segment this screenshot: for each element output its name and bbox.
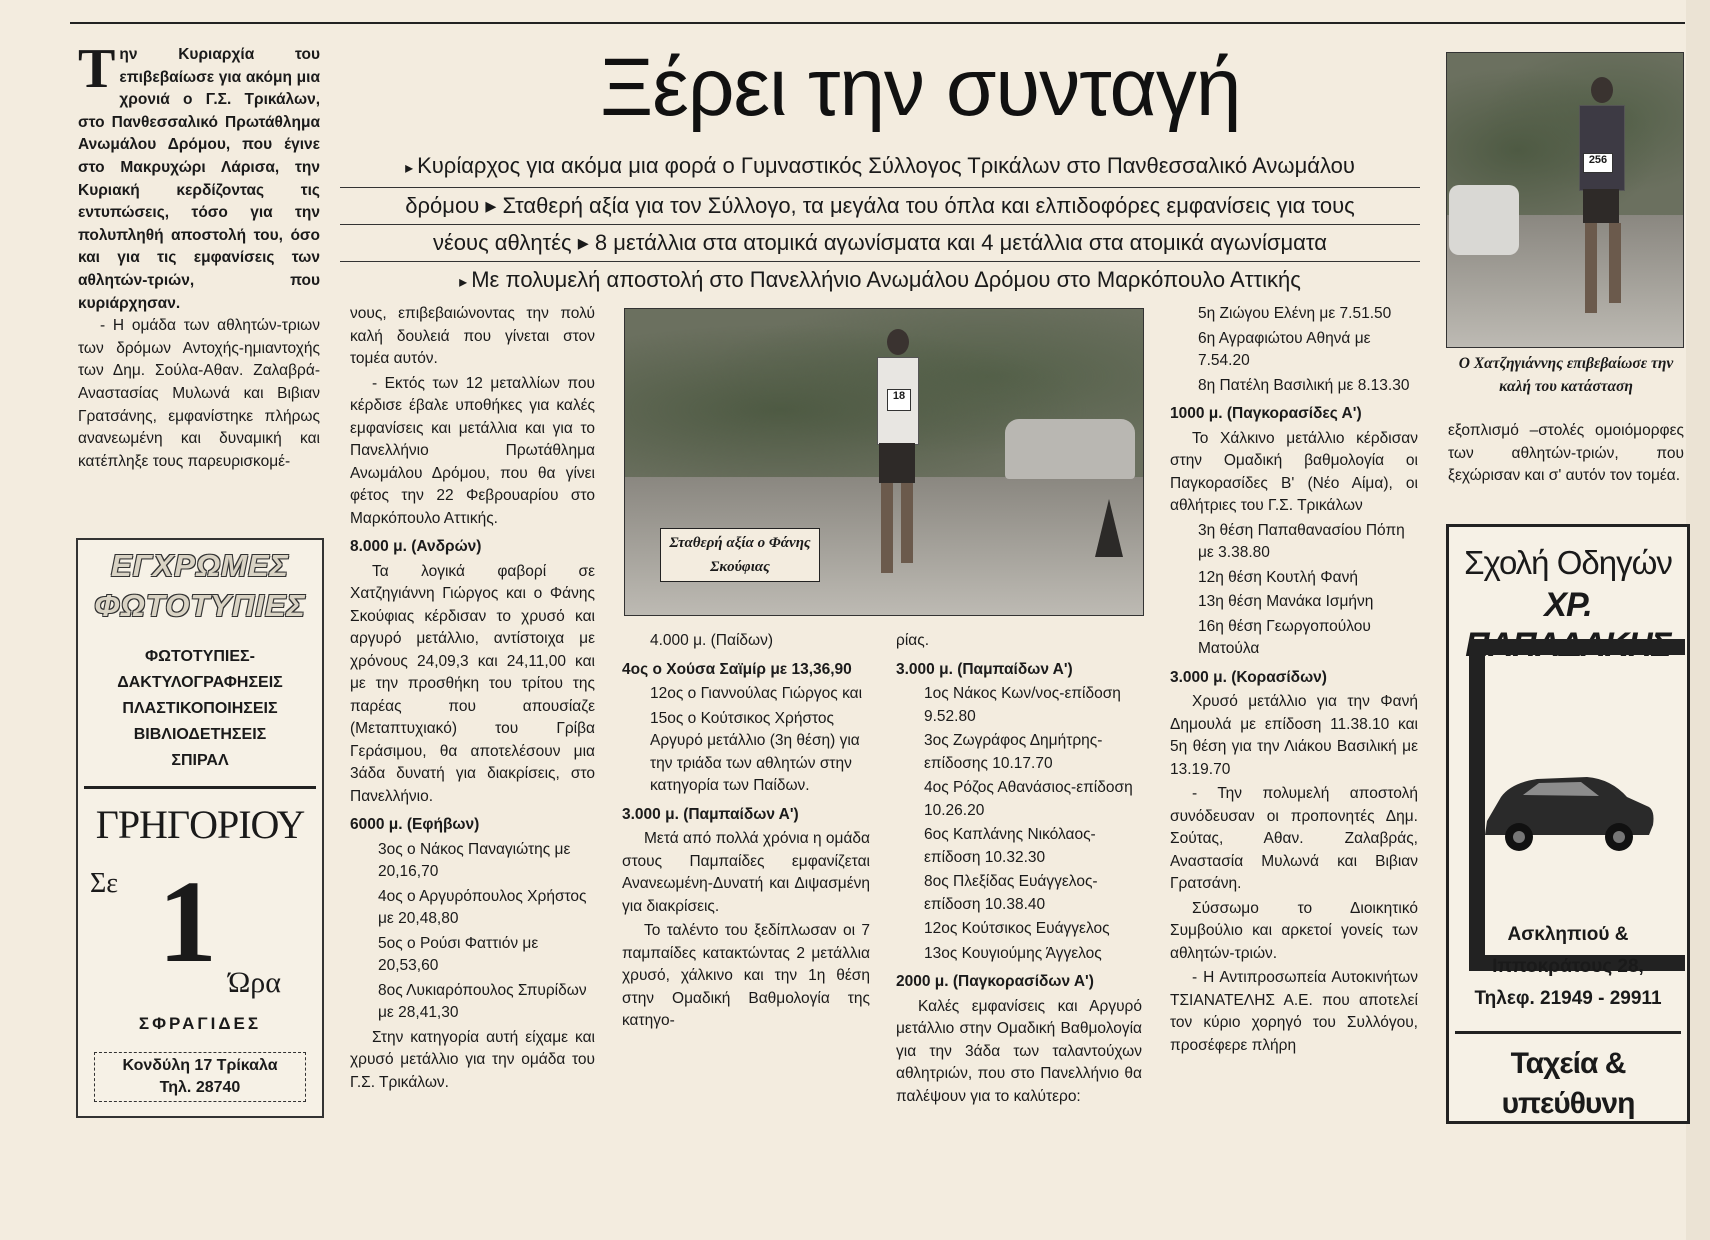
runner-bib: 18 <box>887 389 911 411</box>
intro-lead-text: ην Κυριαρχία του επιβεβαίωσε για ακόμη μια χρονιά ο Γ.Σ. Τρικάλων, στο Πανθεσσαλικό Πρωτάθλημα Ανωμάλου Δρόμου, που έγινε στο Μακρυχώρι Λάρισα, την Κυριακή κερδίζοντας τις εντυπώσεις, τόσο για την πολυπληθή αποστολή του, όσο και για τις εμφανίσεις των αθλητών-τριών, που κυριάρχησαν. <box>78 46 320 312</box>
advert-title: ΕΓΧΡΩΜΕΣ ΦΩΤΟΤΥΠΙΕΣ <box>94 548 306 623</box>
result-line: 3η θέση Παπαθανασίου Πόπη με 3.38.80 <box>1198 521 1405 561</box>
result-line: 8ος Λυκιαρόπουλος Σπυρίδων με 28,41,30 <box>378 981 587 1021</box>
advert-address-box: Κονδύλη 17 Τρίκαλα Τηλ. 28740 <box>94 1052 306 1102</box>
result-line: 6ος Καπλάνης Νικόλαος-επίδοση 10.32.30 <box>924 826 1096 866</box>
result-line: 8ος Πλεξίδας Ευάγγελος-επίδοση 10.38.40 <box>924 873 1098 913</box>
result-line: 13ος Κουγιούμης Άγγελος <box>924 944 1102 962</box>
paragraph: ρίας. <box>896 632 929 649</box>
section-heading: 8.000 μ. (Ανδρών) <box>350 538 482 555</box>
result-line: 3ος ο Νάκος Παναγιώτης με 20,16,70 <box>378 840 571 880</box>
runner-figure <box>1557 73 1647 343</box>
result-line: 15ος ο Κούτσικος Χρήστος Αργυρό μετάλλιο (3η θέση) για την τριάδα των αθλητών στην κατηγορία των Παίδων. <box>650 709 860 794</box>
top-rule <box>70 22 1685 24</box>
headline: Ξέρει την συνταγή <box>600 42 1241 133</box>
car-icon <box>1477 749 1657 859</box>
result-line: 4ος ο Αργυρόπουλος Χρήστος με 20,48,80 <box>378 887 587 927</box>
section-heading: 3.000 μ. (Παμπαίδων Α') <box>622 805 799 823</box>
section-heading: 1000 μ. (Παγκορασίδες Α') <box>1170 405 1362 422</box>
runner-figure <box>857 323 937 613</box>
result-line: 12ος Κούτσικος Ευάγγελος <box>924 920 1110 937</box>
result-line: 1ος Νάκος Κων/νος-επίδοση 9.52.80 <box>924 685 1121 725</box>
drop-cap: Τ <box>78 38 116 100</box>
result-line: 5η Ζιώγου Ελένη με 7.51.50 <box>1198 305 1392 322</box>
traffic-cone <box>1095 499 1123 557</box>
subheads <box>340 148 1420 301</box>
article-column-4 <box>896 630 1142 1110</box>
article-column-5 <box>1170 303 1418 1059</box>
result-line: 13η θέση Μανάκα Ισμήνη <box>1198 593 1374 610</box>
paragraph: - Εκτός των 12 μεταλλίων που κέρδισε έβαλε υποθήκες για καλές εμφανίσεις και μετάλλια και για το Πανελλήνιο Πρωτάθλημα Ανωμάλου Δρόμου, που θα γίνει φέτος την 22 Φεβρουαρίου στο Μαρκόπουλο Αττικής. <box>350 374 595 527</box>
section-heading: 4ος ο Χούσα Σαϊμίρ με 13,36,90 <box>622 660 852 678</box>
subhead-line: δρόμου ▸ Σταθερή αξία για τον Σύλλογο, τα μεγάλα του όπλα και ελπιδοφόρες εμφανίσεις για τους <box>340 188 1420 225</box>
paragraph: Καλές εμφανίσεις και Αργυρό μετάλλιο στην Ομαδική Βαθμολογία για την 3άδα των ταλαντούχων αθλητριών, που στο Πανελλήνιο θα παλέψουν για το καλύτερο: <box>896 997 1142 1105</box>
article-column-6 <box>1448 420 1684 490</box>
intro-column <box>78 38 320 473</box>
paragraph: - Η Αντιπροσωπεία Αυτοκινήτων ΤΣΙΑΝΑΤΕΛΗΣ Α.Ε. που αποτελεί τον κύριο χορηγό του Συλλόγου, προσέφερε πλήρη <box>1170 969 1418 1054</box>
main-photo-caption: Σταθερή αξία ο Φάνης Σκούφιας <box>660 528 820 582</box>
result-line: 12η θέση Κουτλή Φανή <box>1198 568 1358 586</box>
subhead-line: νέους αθλητές ▸ 8 μετάλλια στα ατομικά αγωνίσματα και 4 μετάλλια στα ατομικά αγωνίσματα <box>340 225 1420 262</box>
result-line: 4ος Ρόζος Αθανάσιος-επίδοση 10.26.20 <box>924 779 1133 819</box>
paragraph: 4.000 μ. (Παίδων) <box>650 632 774 649</box>
photocopy-advert <box>76 538 324 1118</box>
subhead-line: ▸ Με πολυμελή αποστολή στο Πανελλήνιο Ανωμάλου Δρόμου στο Μαρκόπουλο Αττικής <box>459 267 1301 292</box>
advert-address: Ασκληπιού & Ιπποκράτους 28, Τηλεφ. 21949 - 29911 <box>1474 924 1662 1009</box>
arrow-icon: ▸ <box>459 274 468 291</box>
subhead-line: ▸ Κυρίαρχος για ακόμα μια φορά ο Γυμναστικός Σύλλογος Τρικάλων στο Πανθεσσαλικό Ανωμάλου <box>340 148 1420 188</box>
paragraph: Σύσσωμο το Διοικητικό Συμβούλιο και αρκετοί γονείς των αθλητών-τριών. <box>1170 899 1418 962</box>
advert-business-name: ΓΡΗΓΟΡΙΟΥ <box>95 802 305 847</box>
car-shape <box>1449 185 1519 255</box>
car-shape <box>1005 419 1135 479</box>
result-line: 3ος Ζωγράφος Δημήτρης-επίδοσης 10.17.70 <box>924 732 1103 772</box>
section-heading: 6000 μ. (Εφήβων) <box>350 816 480 833</box>
result-line: 8η Πατέλη Βασιλική με 8.13.30 <box>1198 376 1410 394</box>
driving-school-advert <box>1446 524 1690 1124</box>
section-heading: 3.000 μ. (Παμπαίδων Α') <box>896 660 1073 678</box>
paragraph: Χρυσό μετάλλιο για την Φανή Δημουλά με επίδοση 11.38.10 και 5η θέση για την Λιάκου Βασιλική με 13.19.70 <box>1170 693 1418 778</box>
advert-one: 1 <box>158 856 217 987</box>
advert-title: Σχολή Οδηγών <box>1464 544 1672 581</box>
paragraph: εξοπλισμό –στολές ομοιόμορφες των αθλητών-τριών, που ξεχώρισαν και σ' αυτόν τον τομέα. <box>1448 422 1684 484</box>
advert-se: Σε <box>90 868 119 899</box>
paragraph: Μετά από πολλά χρόνια η ομάδα στους Παμπαίδες εμφανίζεται Ανανεωμένη-Δυνατή και Διψασμένη για διακρίσεις. <box>622 830 870 915</box>
paragraph: νους, επιβεβαιώνοντας την πολύ καλή δουλειά που γίνεται στον τομέα αυτόν. <box>350 305 595 367</box>
runner-bib: 256 <box>1583 153 1613 173</box>
advert-slogan: Ταχεία & υπεύθυνη <box>1455 1031 1681 1124</box>
section-heading: 3.000 μ. (Κορασίδων) <box>1170 668 1327 686</box>
paragraph: Το ταλέντο του ξεδίπλωσαν οι 7 παμπαίδες κατακτώντας 2 μετάλλια χρυσό, χάλκινο και την 1η θέση στην Ομαδική Βαθμολογία της κατηγο- <box>622 922 870 1029</box>
advert-business-name: ΧΡ. ΠΑΠΑΔΑΚΗΣ <box>1465 586 1671 664</box>
paragraph: Τα λογικά φαβορί σε Χατζηγιάννη Γιώργος και ο Φάνης Σκούφιας κέρδισαν το χρυσό και αργυρό μετάλλιο, αντίστοιχα με χρόνους 24,09,3 και 24,11,00 και με την προσθήκη του τρίτου της παρέας που απουσίαζε (Μεταπτυχιακό) του Γρίβα Γεράσιμου, θα αποτελέσουν μια 3άδα δυνατή για διακρίσεις, στο Πανελλήνιο. <box>350 562 595 805</box>
result-line: 5ος ο Ρούσι Φαττιόν με 20,53,60 <box>378 934 539 974</box>
article-column-3 <box>622 630 870 1035</box>
right-photo <box>1446 52 1684 348</box>
advert-services: ΦΩΤΟΤΥΠΙΕΣ- ΔΑΚΤΥΛΟΓΡΑΦΗΣΕΙΣ ΠΛΑΣΤΙΚΟΠΟΙΗΣΕΙΣ ΒΙΒΛΙΟΔΕΤΗΣΕΙΣ ΣΠΙΡΑΛ <box>117 648 283 769</box>
paragraph: Στην κατηγορία αυτή είχαμε και χρυσό μετάλλιο για την ομάδα του Γ.Σ. Τρικάλων. <box>350 1028 595 1091</box>
advert-hour: Ώρα <box>228 966 281 999</box>
advert-seals: ΣΦΡΑΓΙΔΕΣ <box>138 1014 262 1033</box>
paragraph: - Την πολυμελή αποστολή συνόδευσαν οι προπονητές Δημ. Σούτας, Αθαν. Ζαλαβράς, Αναστασία Μυλωνά και Βιβιαν Γρατσάνη. <box>1170 785 1418 892</box>
article-column-2 <box>350 303 595 1096</box>
advert-divider <box>84 786 316 789</box>
paragraph: Το Χάλκινο μετάλλιο κέρδισαν στην Ομαδική βαθμολογία οι Παγκορασίδες Β' (Νέο Αίμα), οι αθλήτριες του Γ.Σ. Τρικάλων <box>1170 429 1418 514</box>
intro-lead <box>78 38 320 315</box>
arrow-icon: ▸ <box>405 160 414 177</box>
result-line: 12ος ο Γιαννούλας Γιώργος και <box>650 685 863 702</box>
intro-body: - Η ομάδα των αθλητών-τριων των δρόμων Αντοχής-ημιαντοχής των Δημ. Σούλα-Αθαν. Ζαλαβρά-Αναστασίας Μυλωνά και Βιβιαν Γρατσάνης, εμφανίστηκε πλήρως ανανεωμένη και δυναμική και κατέπληξε τους παρευρισκομέ- <box>78 317 320 470</box>
right-photo-caption: Ο Χατζηγιάννης επιβεβαίωσε την καλή του κατάσταση <box>1458 355 1674 395</box>
result-line: 6η Αγραφιώτου Αθηνά με 7.54.20 <box>1198 329 1371 369</box>
result-line: 16η θέση Γεωργοπούλου Ματούλα <box>1198 617 1371 657</box>
section-heading: 2000 μ. (Παγκορασίδων Α') <box>896 973 1094 990</box>
